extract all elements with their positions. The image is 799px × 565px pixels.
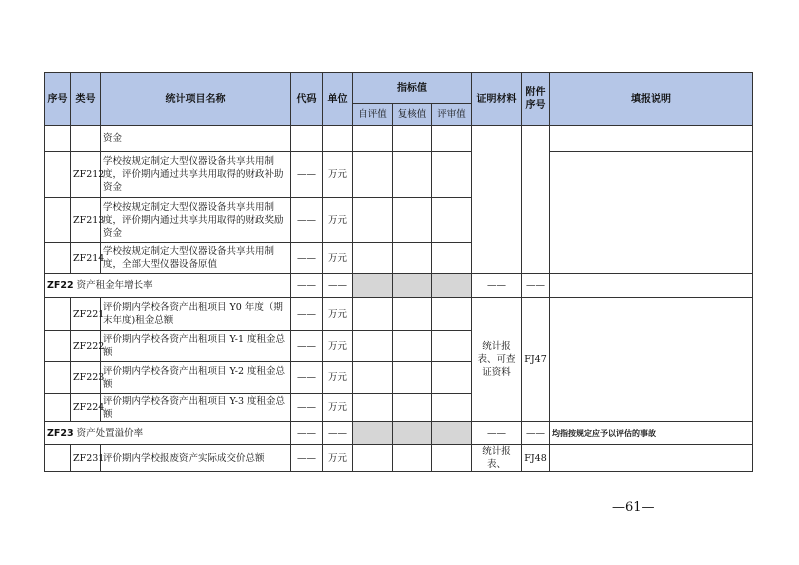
code-dash: —— bbox=[291, 152, 323, 198]
header-unit: 单位 bbox=[323, 73, 353, 126]
instructions-cell bbox=[550, 298, 753, 422]
header-category: 类号 bbox=[71, 73, 101, 126]
unit: 万元 bbox=[323, 445, 353, 472]
item-name: 学校按规定制定大型仪器设备共享共用制度，全部大型仪器设备原值 bbox=[101, 243, 291, 274]
code-dash: —— bbox=[291, 422, 323, 445]
unit: 万元 bbox=[323, 331, 353, 362]
code-dash: —— bbox=[291, 362, 323, 394]
attachment-cell: FJ48 bbox=[522, 445, 550, 472]
header-seq: 序号 bbox=[45, 73, 71, 126]
code-dash: —— bbox=[291, 394, 323, 422]
item-name: 评价期内学校报废资产实际成交价总额 bbox=[101, 445, 291, 472]
evidence-dash: —— bbox=[472, 422, 522, 445]
unit: 万元 bbox=[323, 198, 353, 243]
item-name: 资金 bbox=[101, 126, 291, 152]
item-code: ZF224 bbox=[71, 394, 101, 422]
evidence-dash: —— bbox=[472, 274, 522, 298]
code-dash: —— bbox=[291, 331, 323, 362]
item-code: ZF213 bbox=[71, 198, 101, 243]
unit: 万元 bbox=[323, 152, 353, 198]
table-header bbox=[45, 73, 753, 126]
item-code: ZF222 bbox=[71, 331, 101, 362]
item-name: 评价期内学校各资产出租项目 Y0 年度（期末年度)租金总额 bbox=[101, 298, 291, 331]
item-name: 评价期内学校各资产出租项目 Y-3 度租金总额 bbox=[101, 394, 291, 422]
header-code: 代码 bbox=[291, 73, 323, 126]
header-evidence: 证明材料 bbox=[472, 73, 522, 126]
section-row-zf22 bbox=[45, 274, 753, 298]
table-row bbox=[45, 126, 753, 152]
attachment-dash: —— bbox=[522, 274, 550, 298]
unit: 万元 bbox=[323, 243, 353, 274]
section-code: ZF23 bbox=[47, 427, 74, 439]
attachment-cell: FJ47 bbox=[522, 298, 550, 422]
header-recheck: 复核值 bbox=[393, 104, 432, 126]
attachment-dash: —— bbox=[522, 422, 550, 445]
code-dash: —— bbox=[291, 274, 323, 298]
table-row bbox=[45, 298, 753, 331]
item-name: 学校按规定制定大型仪器设备共享共用制度，评价期内通过共享共用取得的财政奖励资金 bbox=[101, 198, 291, 243]
unit: 万元 bbox=[323, 298, 353, 331]
header-instructions: 填报说明 bbox=[550, 73, 753, 126]
item-code: ZF214 bbox=[71, 243, 101, 274]
table-body bbox=[45, 126, 753, 472]
item-code: ZF221 bbox=[71, 298, 101, 331]
table-row bbox=[45, 152, 753, 198]
unit-dash: —— bbox=[323, 422, 353, 445]
evidence-cell: 统计报表、 bbox=[472, 445, 522, 472]
section-title: 资产租金年增长率 bbox=[76, 280, 153, 291]
code-dash: —— bbox=[291, 243, 323, 274]
item-name: 评价期内学校各资产出租项目 Y-2 度租金总额 bbox=[101, 362, 291, 394]
instructions-cell bbox=[550, 152, 753, 274]
header-item-name: 统计项目名称 bbox=[101, 73, 291, 126]
item-name: 评价期内学校各资产出租项目 Y-1 度租金总额 bbox=[101, 331, 291, 362]
section-code: ZF22 bbox=[47, 280, 74, 291]
instructions-note: 均指按规定应予以评估的事故 bbox=[550, 422, 753, 445]
section-row-zf23 bbox=[45, 422, 753, 445]
code-dash: —— bbox=[291, 445, 323, 472]
header-indicator: 指标值 bbox=[353, 73, 472, 104]
item-name: 学校按规定制定大型仪器设备共享共用制度，评价期内通过共享共用取得的财政补助资金 bbox=[101, 152, 291, 198]
header-attachment: 附件序号 bbox=[522, 73, 550, 126]
item-code: ZF231 bbox=[71, 445, 101, 472]
instructions-cell bbox=[550, 445, 753, 472]
attachment-cell bbox=[522, 126, 550, 274]
header-review: 评审值 bbox=[432, 104, 472, 126]
item-code: ZF223 bbox=[71, 362, 101, 394]
evidence-cell: 统计报表、可查证资料 bbox=[472, 298, 522, 422]
unit-dash: —— bbox=[323, 274, 353, 298]
page-number: —61— bbox=[612, 500, 655, 515]
section-title: 资产处置溢价率 bbox=[76, 427, 144, 439]
evidence-cell bbox=[472, 126, 522, 274]
code-dash: —— bbox=[291, 298, 323, 331]
unit: 万元 bbox=[323, 362, 353, 394]
item-code: ZF212 bbox=[71, 152, 101, 198]
table-row bbox=[45, 445, 753, 472]
unit: 万元 bbox=[323, 394, 353, 422]
statistics-table bbox=[44, 72, 753, 472]
code-dash: —— bbox=[291, 198, 323, 243]
header-self-eval: 自评值 bbox=[353, 104, 393, 126]
